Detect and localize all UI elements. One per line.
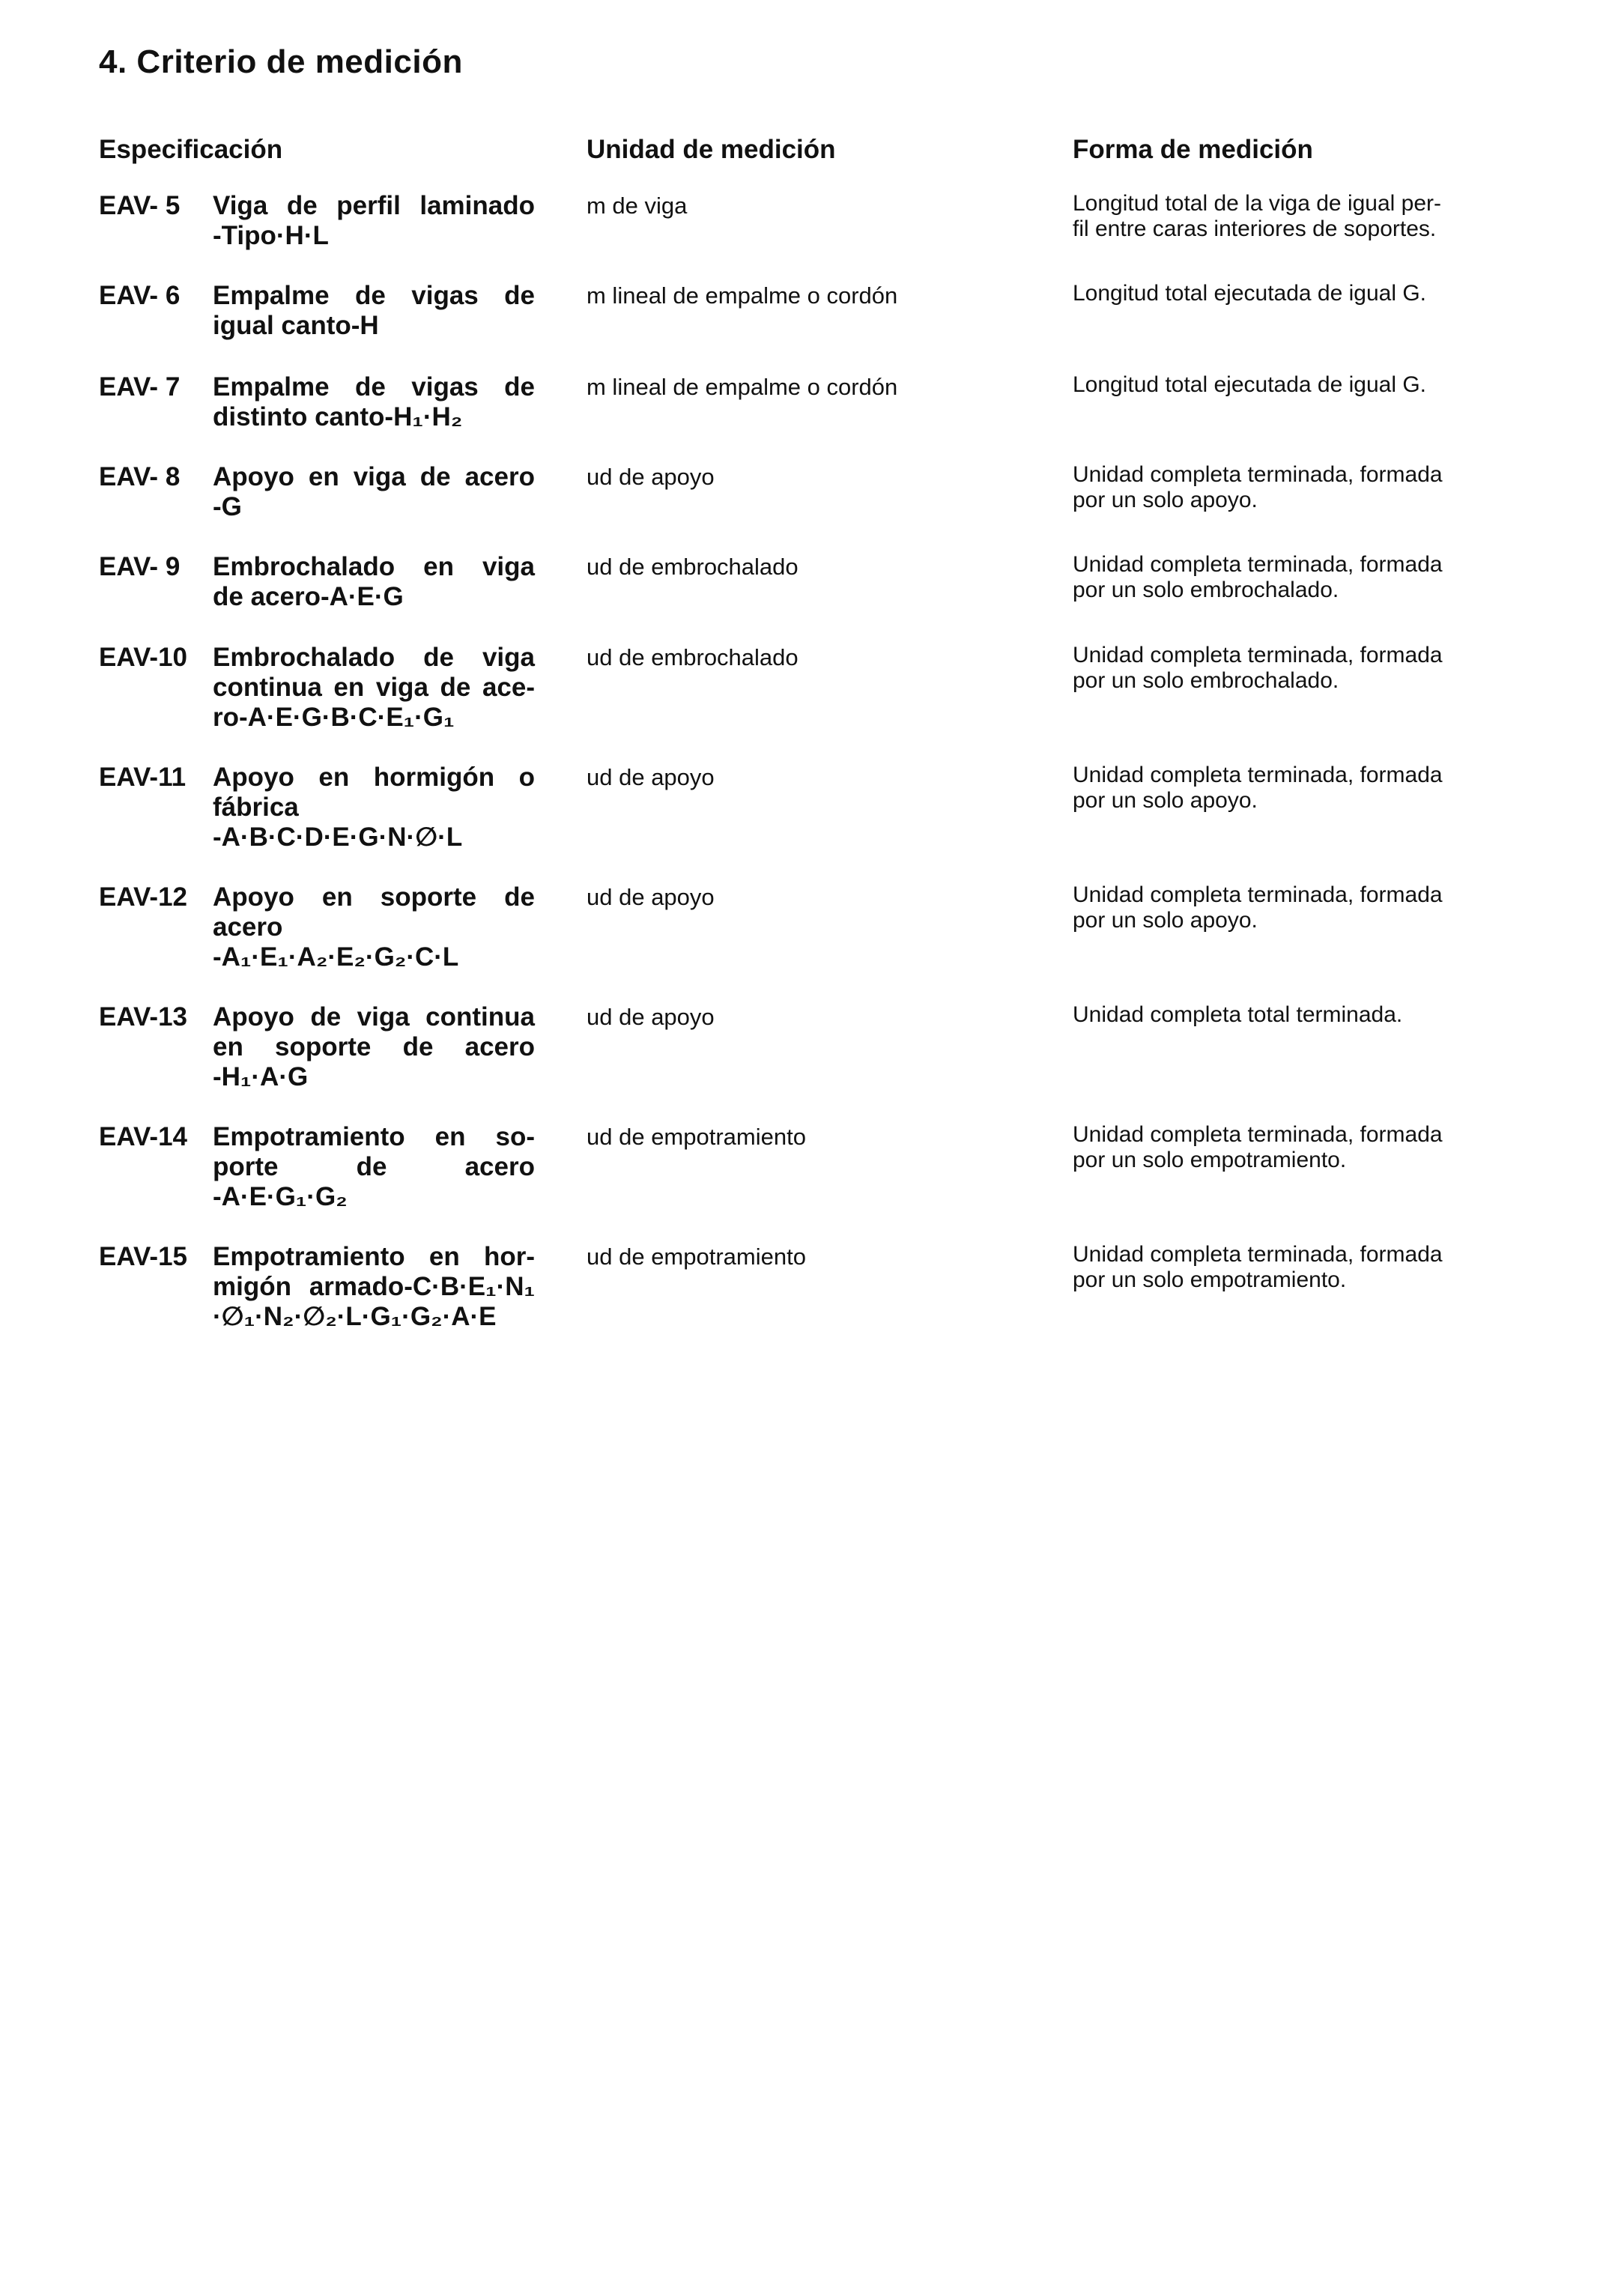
spec-line: Apoyo en viga de acero bbox=[213, 462, 535, 491]
spec-description bbox=[213, 763, 535, 852]
form-line: Unidad completa terminada, formada bbox=[1073, 552, 1443, 577]
measurement-unit: m de viga bbox=[587, 193, 688, 219]
measurement-unit: ud de embrochalado bbox=[587, 644, 799, 670]
form-line: Unidad completa terminada, formada bbox=[1073, 1122, 1443, 1147]
measurement-unit: ud de apoyo bbox=[587, 764, 715, 790]
spec-line: fábrica bbox=[213, 793, 299, 822]
spec-line: Empotramiento en so- bbox=[213, 1122, 535, 1151]
spec-line: -Tipo·H·L bbox=[213, 221, 329, 250]
spec-description bbox=[213, 191, 535, 251]
spec-line: Empotramiento en hor- bbox=[213, 1242, 535, 1271]
spec-code: EAV- 9 bbox=[99, 552, 181, 581]
form-line: Unidad completa total terminada. bbox=[1073, 1002, 1403, 1027]
spec-line: ·∅₁·N₂·∅₂·L·G₁·G₂·A·E bbox=[213, 1302, 497, 1331]
form-line: por un solo apoyo. bbox=[1073, 908, 1258, 933]
measurement-form bbox=[1073, 643, 1513, 694]
form-line: por un solo embrochalado. bbox=[1073, 578, 1339, 602]
header-specification: Especificación bbox=[99, 135, 283, 164]
form-line: Unidad completa terminada, formada bbox=[1073, 462, 1443, 487]
spec-code: EAV-10 bbox=[99, 643, 188, 672]
spec-line: continua en viga de ace- bbox=[213, 673, 535, 702]
header-form: Forma de medición bbox=[1073, 135, 1313, 164]
measurement-form bbox=[1073, 763, 1513, 814]
spec-code: EAV- 8 bbox=[99, 462, 181, 491]
measurement-form bbox=[1073, 1122, 1513, 1173]
spec-description bbox=[213, 552, 535, 612]
spec-line: Apoyo en hormigón o bbox=[213, 763, 535, 792]
spec-line: -H₁·A·G bbox=[213, 1062, 309, 1091]
form-line: por un solo apoyo. bbox=[1073, 788, 1258, 813]
form-line: Unidad completa terminada, formada bbox=[1073, 643, 1443, 667]
spec-code: EAV-11 bbox=[99, 763, 187, 792]
spec-code: EAV-13 bbox=[99, 1002, 188, 1032]
spec-line: Embrochalado de viga bbox=[213, 643, 535, 672]
spec-line: -A·B·C·D·E·G·N·∅·L bbox=[213, 823, 463, 852]
form-line: Unidad completa terminada, formada bbox=[1073, 763, 1443, 787]
measurement-form bbox=[1073, 281, 1513, 306]
spec-code: EAV- 6 bbox=[99, 281, 181, 310]
measurement-unit: ud de embrochalado bbox=[587, 554, 799, 580]
form-line: por un solo empotramiento. bbox=[1073, 1267, 1347, 1292]
spec-description bbox=[213, 372, 535, 432]
measurement-form bbox=[1073, 552, 1513, 603]
measurement-form bbox=[1073, 191, 1513, 242]
spec-description bbox=[213, 643, 535, 733]
spec-line: igual canto-H bbox=[213, 311, 379, 340]
measurement-form bbox=[1073, 1002, 1513, 1028]
section-title: 4. Criterio de medición bbox=[99, 43, 463, 80]
spec-line: -G bbox=[213, 492, 242, 521]
header-unit: Unidad de medición bbox=[587, 135, 836, 164]
measurement-unit: ud de empotramiento bbox=[587, 1124, 806, 1150]
measurement-unit: ud de empotramiento bbox=[587, 1244, 806, 1270]
spec-line: distinto canto-H₁·H₂ bbox=[213, 402, 463, 431]
spec-line: -A·E·G₁·G₂ bbox=[213, 1182, 348, 1211]
measurement-unit: m lineal de empalme o cordón bbox=[587, 282, 898, 309]
measurement-unit: ud de apoyo bbox=[587, 884, 715, 910]
spec-line: en soporte de acero bbox=[213, 1032, 535, 1061]
form-line: por un solo empotramiento. bbox=[1073, 1148, 1347, 1172]
measurement-unit: ud de apoyo bbox=[587, 464, 715, 490]
form-line: Longitud total ejecutada de igual G. bbox=[1073, 281, 1427, 306]
measurement-unit: ud de apoyo bbox=[587, 1004, 715, 1030]
spec-code: EAV- 5 bbox=[99, 191, 181, 220]
spec-line: Empalme de vigas de bbox=[213, 372, 535, 402]
spec-description bbox=[213, 462, 535, 522]
spec-line: -A₁·E₁·A₂·E₂·G₂·C·L bbox=[213, 942, 459, 972]
spec-line: Viga de perfil laminado bbox=[213, 191, 535, 220]
measurement-form bbox=[1073, 882, 1513, 933]
form-line: Unidad completa terminada, formada bbox=[1073, 1242, 1443, 1267]
form-line: fil entre caras interiores de soportes. bbox=[1073, 216, 1437, 241]
form-line: por un solo apoyo. bbox=[1073, 488, 1258, 512]
spec-line: Embrochalado en viga bbox=[213, 552, 535, 581]
spec-description bbox=[213, 1242, 535, 1332]
spec-line: porte de acero bbox=[213, 1152, 535, 1181]
form-line: Longitud total de la viga de igual per- bbox=[1073, 191, 1442, 216]
spec-line: migón armado-C·B·E₁·N₁ bbox=[213, 1272, 535, 1301]
spec-line: de acero-A·E·G bbox=[213, 582, 404, 611]
spec-line: Empalme de vigas de bbox=[213, 281, 535, 310]
spec-description bbox=[213, 1002, 535, 1092]
spec-description bbox=[213, 1122, 535, 1212]
spec-description bbox=[213, 281, 535, 341]
measurement-form bbox=[1073, 1242, 1513, 1293]
spec-line: Apoyo de viga continua bbox=[213, 1002, 535, 1032]
spec-line: Apoyo en soporte de bbox=[213, 882, 535, 912]
measurement-unit: m lineal de empalme o cordón bbox=[587, 374, 898, 400]
spec-code: EAV- 7 bbox=[99, 372, 181, 402]
form-line: Unidad completa terminada, formada bbox=[1073, 882, 1443, 907]
spec-code: EAV-15 bbox=[99, 1242, 188, 1271]
form-line: Longitud total ejecutada de igual G. bbox=[1073, 372, 1427, 397]
form-line: por un solo embrochalado. bbox=[1073, 668, 1339, 693]
spec-code: EAV-12 bbox=[99, 882, 188, 912]
measurement-form bbox=[1073, 372, 1513, 398]
spec-line: ro-A·E·G·B·C·E₁·G₁ bbox=[213, 703, 455, 732]
measurement-form bbox=[1073, 462, 1513, 513]
spec-code: EAV-14 bbox=[99, 1122, 188, 1151]
spec-description bbox=[213, 882, 535, 972]
spec-line: acero bbox=[213, 912, 283, 942]
